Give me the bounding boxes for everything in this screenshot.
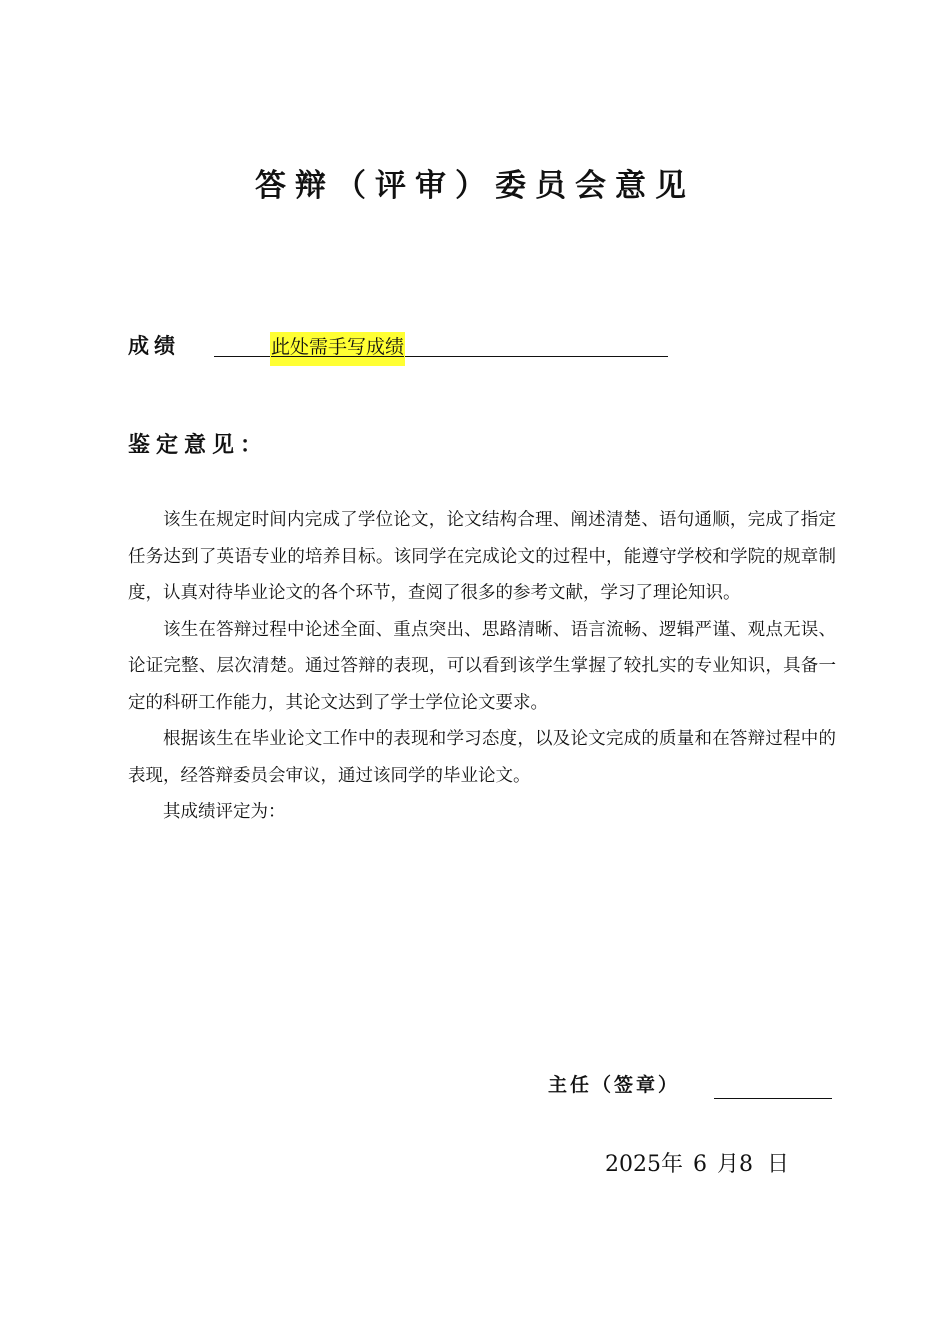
opinion-heading: 鉴定意见： — [128, 433, 269, 458]
date-month: 6 — [693, 1152, 708, 1177]
opinion-paragraph: 该生在规定时间内完成了学位论文，论文结构合理、阐述清楚、语句通顺，完成了指定任务达到了英语专业的培养目标。该同学在完成论文的过程中，能遵守学校和学院的规章制度，认真对待毕业论文的各个环节，查阅了很多的参考文献，学习了理论知识。 — [128, 510, 836, 603]
opinion-paragraph: 该生在答辩过程中论述全面、重点突出、思路清晰、语言流畅、逻辑严谨、观点无误、论证完整、层次清楚。通过答辩的表现，可以看到该学生掌握了较扎实的专业知识，具备一定的科研工作能力，其论文达到了学士学位论文要求。 — [128, 619, 836, 713]
date-year: 2025 — [605, 1152, 661, 1177]
page-title: 答辩（评审）委员会意见 — [255, 168, 695, 204]
opinion-paragraph: 根据该生在毕业论文工作中的表现和学习态度，以及论文完成的质量和在答辩过程中的表现，经答辩委员会审议，通过该同学的毕业论文。 — [128, 729, 836, 786]
grade-placeholder-highlight: 此处需手写成绩 — [270, 332, 405, 366]
date-day-unit: 日 — [767, 1152, 790, 1177]
signature-row — [548, 1068, 838, 1102]
date-day: 8 — [739, 1152, 754, 1177]
opinion-paragraph: 其成绩评定为： — [163, 802, 286, 822]
grade-label: 成绩 — [128, 334, 180, 358]
date-year-unit: 年 — [661, 1152, 684, 1177]
opinion-body — [128, 502, 836, 831]
date-month-unit: 月 — [717, 1152, 740, 1177]
date-row — [605, 1148, 789, 1182]
signature-line — [714, 1098, 832, 1099]
signature-label: 主任（签章） — [548, 1074, 681, 1096]
